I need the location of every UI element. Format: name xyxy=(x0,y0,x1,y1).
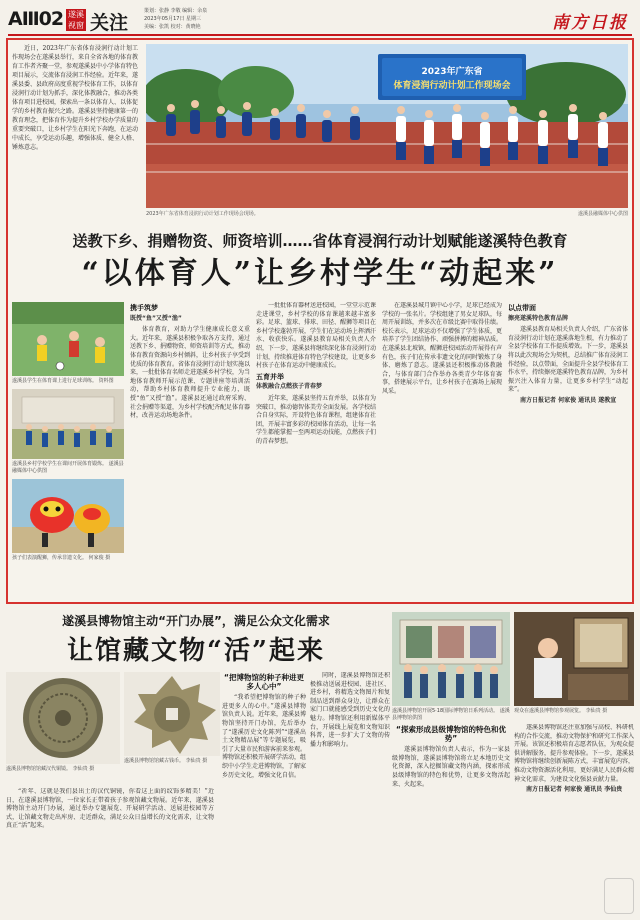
section-tag: 遂溪 视窗 xyxy=(68,10,84,30)
byline: 南方日报记者 何家俊 通讯员 遂教宣 xyxy=(520,396,617,404)
paragraph: 体育教育，对助力学生健康成长意义重大。近年来，遂溪县积极争取各方支持，通过送教下乡、捐赠物资、师资培训等方式，推动体育教育资源向乡村倾斜，让乡村孩子享受到优质的体育教育。省体育浸润行动计划实施以来，一批批体育名师走进遂溪乡村学校，为当地体育教师开展示范课、专题讲座等培训活动，帮助乡村体育教师提升专业能力，既授“鱼”又授“渔”。遂溪县还通过政府采购、社会捐赠等渠道，为乡村学校配齐配足体育器材，改善运动场地条件。 xyxy=(130,326,250,420)
museum-visitor-photo xyxy=(514,612,634,706)
paragraph: 遂溪县博物馆还注重加强与高校、科研机构的合作交流，推动文物保护和研究工作深入开展。该馆还积极培育志愿者队伍，为观众提供讲解服务，提升参观体验。下一步，遂溪县博物馆将继续创新展陈方式，丰富展览内容，推动文物资源活化利用，更好满足人民群众精神文化需求，为建设文化强县贡献力量。 xyxy=(514,724,634,783)
exercise-photo-illustration xyxy=(12,389,124,459)
museum-column-4 xyxy=(392,724,510,916)
feature-column-3 xyxy=(382,302,502,598)
paragraph: 遂溪县博物馆负责人表示，作为一家县级博物馆，遂溪县博物馆将立足本地历史文化资源，深入挖掘馆藏文物内涵，探索形成县级博物馆的特色和优势，让更多文物活起来、火起来。 xyxy=(392,746,510,788)
masthead xyxy=(8,6,632,34)
photo-caption: 遂溪县乡村学校学生在课间开展体育锻炼。 遂溪县融媒体中心供图 xyxy=(12,461,124,474)
byline: 南方日报记者 何家俊 通讯员 李仙贵 xyxy=(526,786,623,794)
paragraph: 在遂溪县城月镇中心小学，足球已经成为学校的一张名片。学校组建了男女足球队，每周开展训练，并多次在市级比赛中取得佳绩。校长表示，足球运动不仅增强了学生体质，更培养了学生团结协作、顽强拼搏的精神品质。在遂溪县北坡镇，醒狮进校园活动开展得有声有色，孩子们在传承非遗文化的同时锻炼了身体、磨炼了意志。遂溪县还积极推动体教融合，与体育部门合作举办各类青少年体育赛事，搭建展示平台，让乡村孩子在赛场上展现风采。 xyxy=(382,302,502,395)
museum-subheadline: 遂溪县博物馆主动“开门办展”，满足公众文化需求 xyxy=(62,614,330,628)
section-subheading: 既授“鱼”又授“渔” xyxy=(130,314,182,322)
feature-headline: “以体育人”让乡村学生“动起来” xyxy=(81,256,559,291)
hero-caption-row xyxy=(146,210,628,217)
section-title: 关注 xyxy=(90,12,129,34)
section-subheading: 体教融合点燃孩子青春梦 xyxy=(256,383,323,391)
ancient-coin-photo xyxy=(124,672,220,756)
lion-dance-photo xyxy=(12,479,124,553)
section-heading: 五育并举 xyxy=(256,372,284,381)
paragraph: 遂溪县教育局相关负责人介绍，广东省体育浸润行动计划在遂溪落地生根，有力推动了全县学校体育工作提质增效。下一步，遂溪县将以此次现场会为契机，总结推广体育浸润工作经验，以点带面，全面提升全县学校体育工作水平，持续擦亮遂溪特色教育品牌，为乡村振兴注入体育力量，让更多乡村学生“动起来”。 xyxy=(508,326,628,394)
photo-caption: 遂溪县学生在体育课上进行足球训练。 资料图 xyxy=(12,378,114,384)
mirror-caption: 遂溪县博物馆馆藏汉代铜镜。 李仙贵 摄 xyxy=(6,766,95,772)
section-heading: 携手筑梦 xyxy=(130,304,158,312)
paragraph: “祈年、这就是我们县出土的汉代铜镜，你看这上面的纹饰多精美！”近日，在遂溪县博物馆，一位家长正带着孩子参观馆藏文物展。近年来，遂溪县博物馆主动开门办展，通过举办专题展览、开展研学活动、送展进校园等方式，让馆藏文物走出库房、走近群众，满足公众日益增长的文化需求，让文物真正“活”起来。 xyxy=(6,788,214,830)
museum-headline: 让馆藏文物“活”起来 xyxy=(67,636,325,666)
masthead-rule xyxy=(8,34,632,36)
museum-lead xyxy=(6,788,214,916)
photo-caption: 孩子们表演醒狮，传承非遗文化。 何家俊 摄 xyxy=(12,555,111,561)
feature-column-1 xyxy=(130,302,250,598)
meta-line: 2023年05月17日 星期三 xyxy=(144,16,202,22)
section-subheading: 擦亮遂溪特色教育品牌 xyxy=(508,314,569,322)
feature-photo-column xyxy=(12,302,124,566)
hero-photo-illustration xyxy=(146,44,628,208)
section-number: AⅢ02 xyxy=(8,8,64,30)
paragraph: 同时，遂溪县博物馆还积极推动送展进校园、进社区、进乡村，将精选文物图片和复制品送到群众身边，让群众在家门口就能感受到历史文化的魅力。博物馆还利用新媒体平台，开展线上展览和文物知识科普，进一步扩大了文物的传播力和影响力。 xyxy=(310,672,390,748)
hero-photo xyxy=(146,44,628,208)
lion-dance-photo-illustration xyxy=(12,479,124,553)
soccer-photo-illustration xyxy=(12,302,124,376)
newspaper-logo: 南方日报 xyxy=(552,13,628,33)
museum-visitor-illustration xyxy=(514,612,634,706)
meta-line: 策划：张静 李敬 编辑：余泉 xyxy=(144,8,208,14)
feature-subheadline: 送教下乡、捐赠物资、师资培训……省体育浸润行动计划赋能遂溪特色教育 xyxy=(72,232,568,250)
bronze-mirror-illustration xyxy=(6,672,120,764)
meta-line: 美编：张凯 校对：黄晓艳 xyxy=(144,24,201,30)
feature-column-2 xyxy=(256,302,376,598)
paragraph: “我希望把博物馆的种子种进更多人的心中。”遂溪县博物馆负责人说。近年来，遂溪县博物馆坚持开门办馆，先后举办了“遂溪历史文化陈列”“遂溪出土文物精品展”等专题展览，吸引了大量市民和游客前来参观。博物馆还积极开展研学活动，组织中小学生走进博物馆，了解家乡历史文化，增强文化自信。 xyxy=(222,694,306,779)
section-heading: “把博物馆的种子种进更多人心中” xyxy=(224,673,304,691)
museum-visitor-caption: 观众在遂溪县博物馆参观展览。 李仙贵 摄 xyxy=(514,708,608,714)
coin-caption: 遂溪县博物馆馆藏古钱币。 李仙贵 摄 xyxy=(124,758,208,764)
paragraph: 一批批体育器材送进校园，一堂堂示范课走进课堂，乡村学校的体育课越来越丰富多彩。足球、篮球、排球、田径、醒狮等项目在乡村学校蓬勃开展，学生们在运动场上挥洒汗水、收获快乐。遂溪县教育局相关负责人介绍，下一步，遂溪县将继续深化体育浸润行动计划，持续推进体育特色学校建设，让更多乡村孩子在体育运动中健康成长。 xyxy=(256,302,376,370)
banner-line1: 2023年广东省 xyxy=(421,67,483,77)
feature-story xyxy=(6,38,634,604)
museum-column-3 xyxy=(310,672,390,916)
soccer-photo xyxy=(12,302,124,376)
museum-event-caption: 遂溪县博物馆开展5·18国际博物馆日系列活动。 遂溪县博物馆供图 xyxy=(392,708,510,721)
feature-columns xyxy=(130,302,630,598)
bronze-mirror-photo xyxy=(6,672,120,764)
watermark-logo xyxy=(604,878,634,914)
exercise-photo xyxy=(12,389,124,459)
museum-event-photo xyxy=(392,612,510,706)
hero-credit: 遂溪县融媒体中心供图 xyxy=(577,211,628,217)
masthead-meta xyxy=(144,7,284,31)
museum-event-illustration xyxy=(392,612,510,706)
section-heading: 以点带面 xyxy=(508,304,536,312)
feature-lead: 近日，2023年广东省体育浸润行动计划工作现场会在遂溪县举行，来自全省各地的体育教育工作者齐聚一堂，参观遂溪县中小学体育特色项目展示，交流体育浸润工作经验。近年来，遂溪县委、县政府高度重视学校体育工作，以体育浸润行动计划为抓手，深化体教融合，推动各类体育项目进校园，探索出一条以体育人、以体促学的乡村教育振兴之路。遂溪县坚持健康第一的教育理念，把体育作为提升乡村学校办学质量的重要突破口，让乡村学生在阳光下奔跑，在运动中成长，享受运动乐趣，增强体质、健全人格、锤炼意志。 xyxy=(12,45,139,151)
section-heading: “探索形成县级博物馆的特色和优势” xyxy=(396,725,506,743)
paragraph: 近年来，遂溪县坚持五育并举，以体育为突破口，推动德智体美劳全面发展。各学校结合自身实际，开设特色体育课程，组建体育社团，开展丰富多彩的校园体育活动，让每一名学生都能掌握一至两项运动技能，点燃孩子们的青春梦想。 xyxy=(256,394,376,445)
banner-line2: 体育浸润行动计划工作现场会 xyxy=(393,81,511,91)
feature-column-4 xyxy=(508,302,628,598)
museum-column-2 xyxy=(222,672,306,916)
hero-caption: 2023年广东省体育浸润行动计划工作现场会现场。 xyxy=(146,211,259,217)
ancient-coin-illustration xyxy=(124,672,220,756)
